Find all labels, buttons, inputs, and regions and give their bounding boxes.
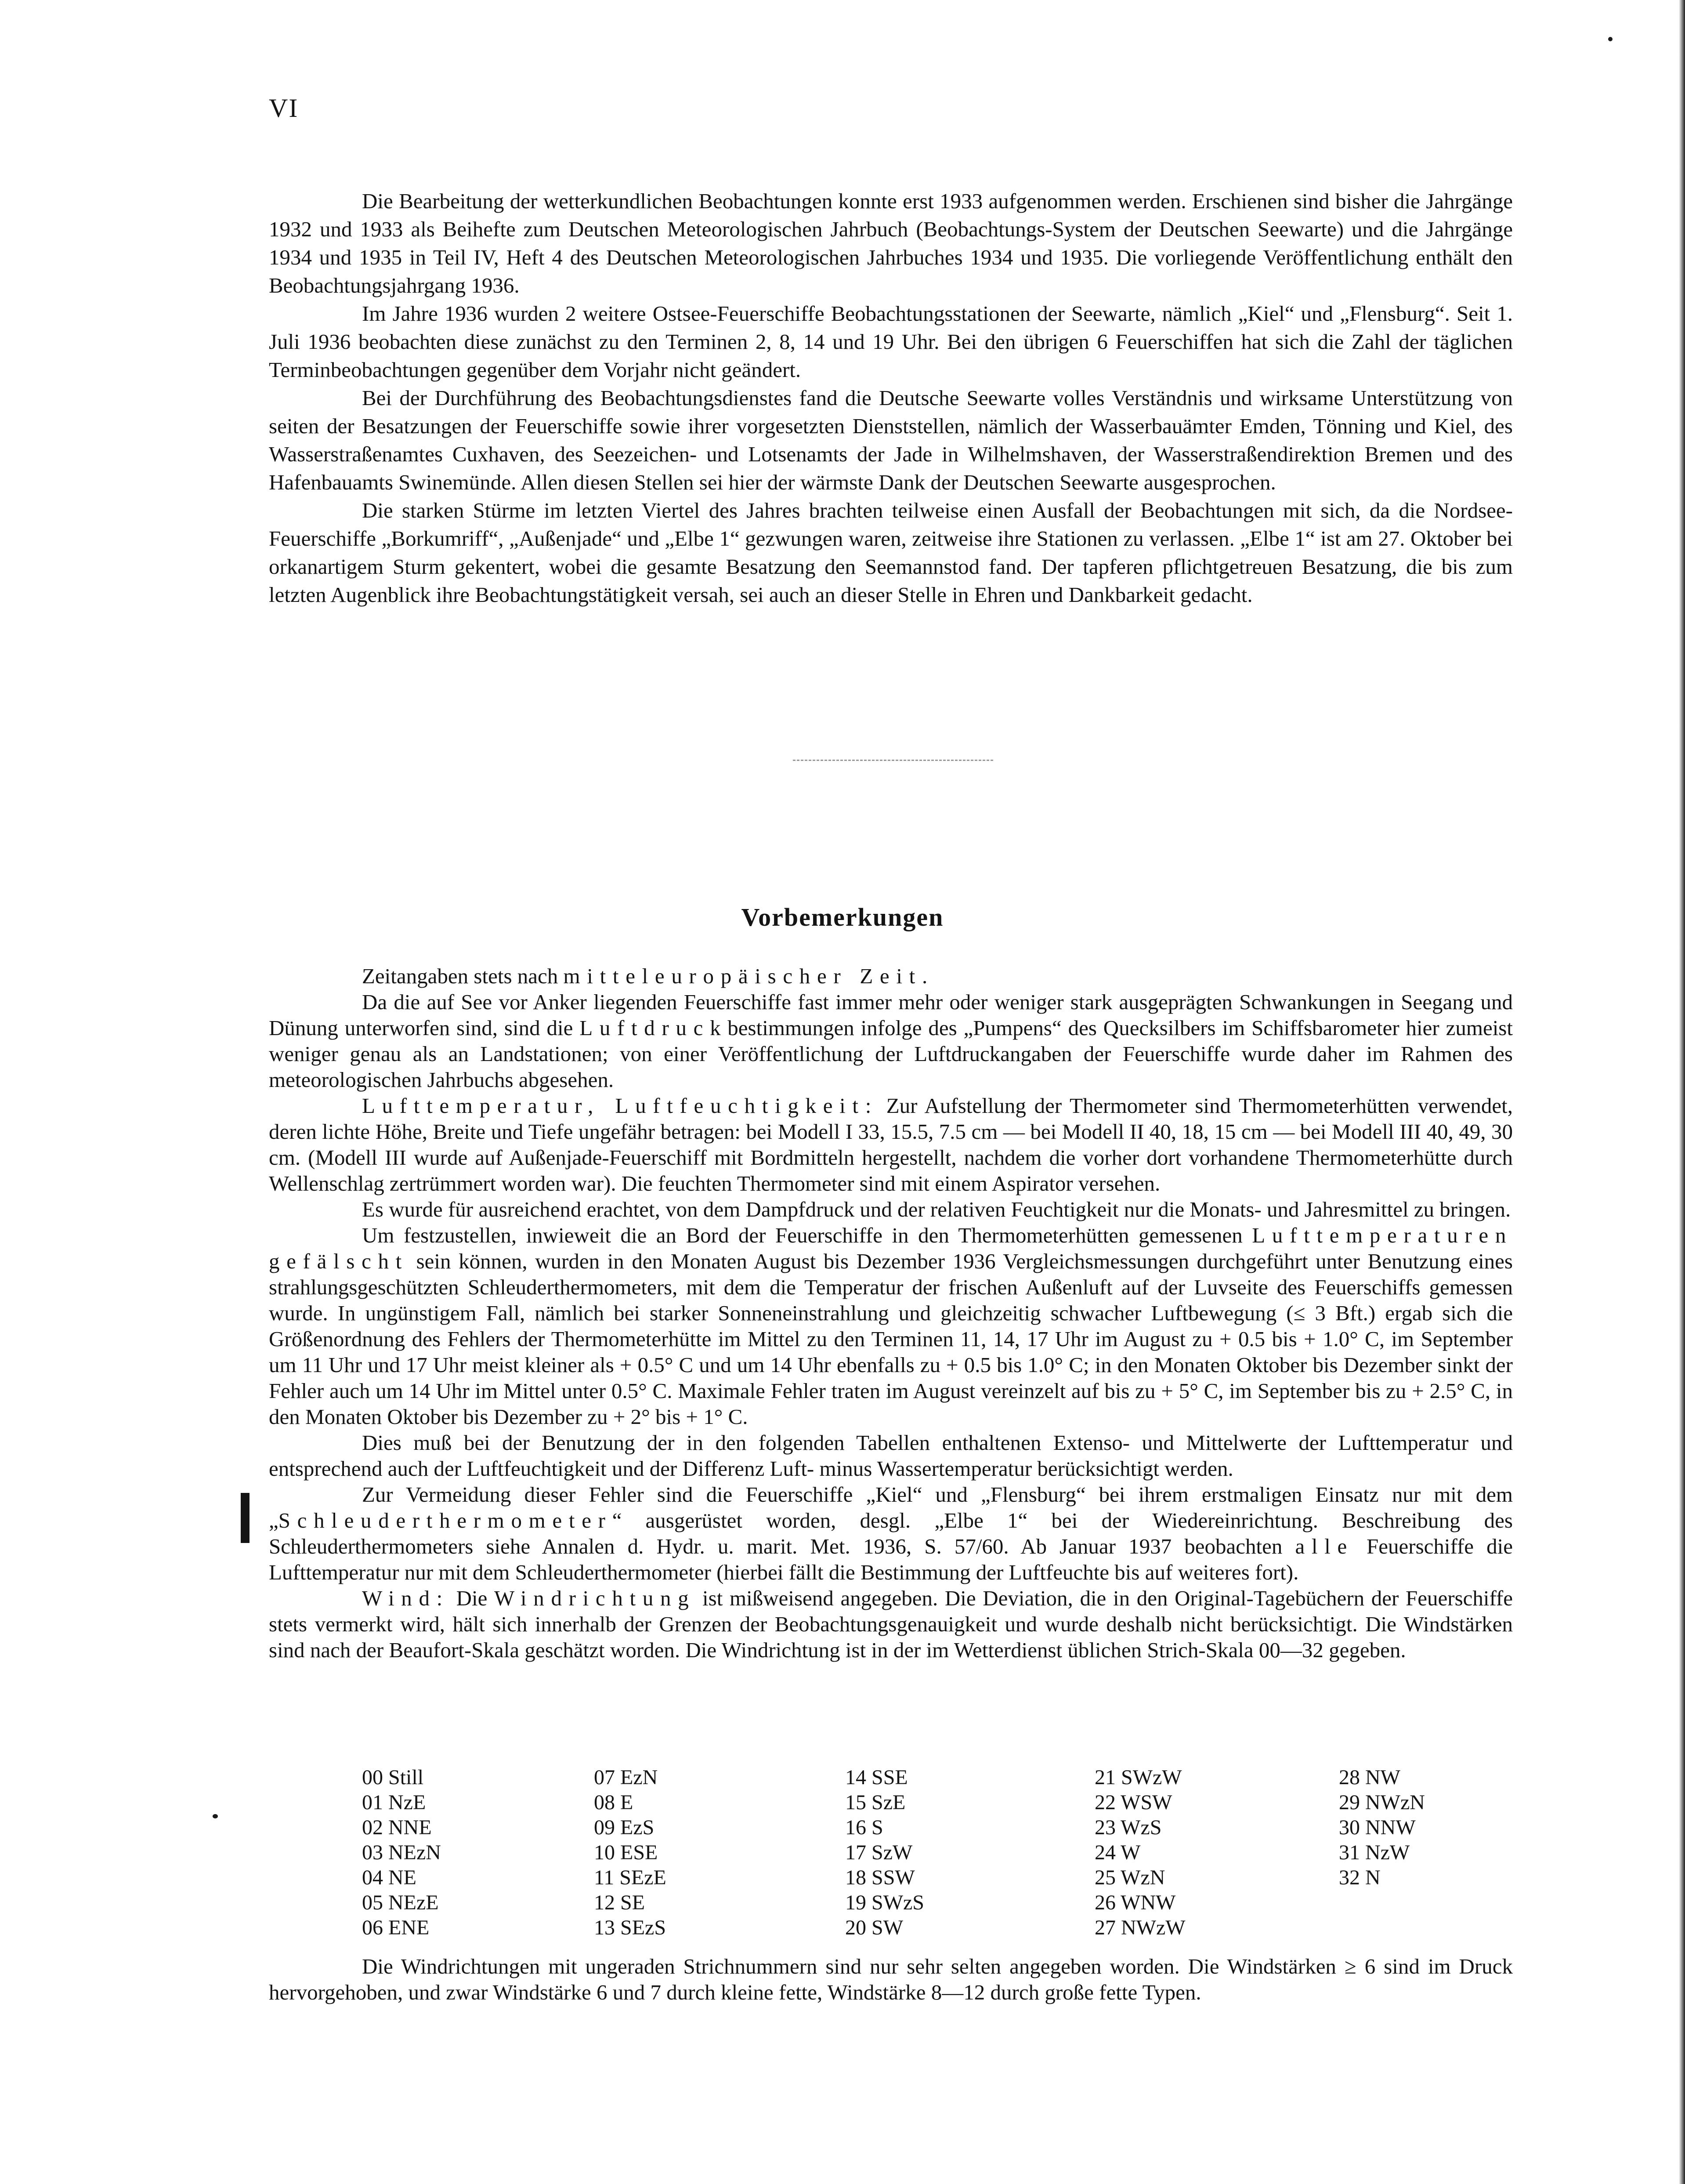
wind-entry: 03 NEzN <box>362 1841 441 1864</box>
wind-entry: 26 WNW <box>1095 1891 1176 1914</box>
wind-entry: 30 NNW <box>1339 1816 1416 1839</box>
intro-paragraph: Bei der Durchführung des Beobachtungsdienstes fand die Deutsche Seewarte volles Verständnis und wirksame Unterstützung von seiten der Besatzungen der Feuerschiffe sowie ihrer vorgesetzten Dienststellen, nämlich der Wasserbauämter Emden, Tönning und Kiel, des Wasserstraßenamtes Cuxhaven, des Seezeichen- und Lotsenamts der Jade in Wilhelmshaven, der Wasserstraßendirektion Bremen und des Hafenbauamts Swinemünde. Allen diesen Stellen sei hier der wärmste Dank der Deutschen Seewarte ausgesprochen. <box>269 386 1513 494</box>
temperature-emphasis: Lufttemperatur, Luftfeuchtigkeit: <box>362 1094 879 1118</box>
section-divider <box>793 760 993 761</box>
wind-column <box>362 1765 441 1940</box>
wind-entry: 15 SzE <box>845 1791 906 1814</box>
wind-entry: 14 SSE <box>845 1766 908 1789</box>
wind-entry: 16 S <box>845 1816 883 1839</box>
wind-column <box>845 1765 924 1940</box>
wind-entry: 07 EzN <box>594 1766 658 1789</box>
scan-speck <box>1608 37 1613 41</box>
pressure-text: Da die auf See vor Anker liegenden Feuerschiffe fast immer mehr oder weniger stark ausgeprägten Schwankungen in Seegang und Dünung unterworfen sind, sind die <box>269 990 1513 1040</box>
time-emphasis: mitteleuropäischer Zeit. <box>563 964 934 988</box>
wind-entry: 12 SE <box>594 1891 645 1914</box>
sling-paragraph <box>269 1481 1513 1585</box>
wind-entry: 24 W <box>1095 1841 1141 1864</box>
wind-emphasis: Windrichtung <box>494 1586 696 1610</box>
pressure-emphasis: Luftdruck <box>579 1016 728 1040</box>
wind-column <box>1339 1765 1425 1890</box>
intro-section <box>269 187 1513 609</box>
temperature-text: Zur Aufstellung der Thermometer sind Thermometerhütten verwendet, deren lichte Höhe, Breite und Tiefe ungefähr betragen: bei Modell I 33, 15.5, 7.5 cm — bei Modell II 40, 18, 15 cm — bei Modell III 40, 49, 30 cm. (Modell III wurde auf Außenjade-Feuerschiff mit Bordmitteln hergestellt, nachdem die vorher dort vorhandene Thermometerhütte durch Wellenschlag zertrümmert worden war). Die feuchten Thermometer sind mit einem Aspirator versehen. <box>269 1094 1513 1195</box>
closing-paragraph: Die Windrichtungen mit ungeraden Strichnummern sind nur sehr selten angegeben worden. Die Windstärken ≥ 6 sind im Druck hervorgehoben, und zwar Windstärke 6 und 7 durch kleine fette, Windstärke 8—12 durch große fette Typen. <box>269 1954 1513 2004</box>
sling-text: Zur Vermeidung dieser Fehler sind die Feuerschiffe „Kiel“ und „Flensburg“ bei ihrem erstmaligen Einsatz nur mit dem „ <box>269 1482 1513 1532</box>
wind-entry: 25 WzN <box>1095 1866 1165 1889</box>
wind-entry: 19 SWzS <box>845 1891 924 1914</box>
wind-entry: 28 NW <box>1339 1766 1400 1789</box>
wind-entry: 31 NzW <box>1339 1841 1410 1864</box>
comparison-paragraph <box>269 1222 1513 1430</box>
wind-entry: 29 NWzN <box>1339 1791 1425 1814</box>
time-text: Zeitangaben stets nach <box>362 964 564 988</box>
wind-entry: 27 NWzW <box>1095 1916 1186 1939</box>
comparison-text: sein können, wurden in den Monaten August bis Dezember 1936 Vergleichsmessungen durchgeführt unter Benutzung eines strahlungsgeschützten Schleuderthermometers, mit dem die Temperatur der frischen Außenluft auf der Luvseite des Feuerschiffs gemessen wurde. In ungünstigem Fall, nämlich bei starker Sonneneinstrahlung und gleichzeitig schwacher Luftbewegung (≤ 3 Bft.) ergab sich die Größenordnung des Fehlers der Thermometerhütte im Mittel zu den Terminen 11, 14, 17 Uhr im August zu + 0.5 bis + 1.0° C, im September um 11 Uhr und 17 Uhr meist kleiner als + 0.5° C und um 14 Uhr ebenfalls zu + 0.5 bis 1.0° C; in den Monaten Oktober bis Dezember sinkt der Fehler auch um 14 Uhr im Mittel unter 0.5° C. Maximale Fehler traten im August vereinzelt auf bis zu + 5° C, im September bis zu + 2.5° C, in den Monaten Oktober bis Dezember zu + 2° bis + 1° C. <box>269 1249 1513 1429</box>
wind-entry: 05 NEzE <box>362 1891 439 1914</box>
intro-paragraph: Die starken Stürme im letzten Viertel des Jahres brachten teilweise einen Ausfall der Beobachtungen mit sich, da die Nordsee-Feuerschiffe „Borkumriff“, „Außenjade“ und „Elbe 1“ gezwungen waren, zeitweise ihre Stationen zu verlassen. „Elbe 1“ ist am 27. Oktober bei orkanartigem Sturm gekentert, wobei die gesamte Besatzung den Seemannstod fand. Der tapferen pflichtgetreuen Besatzung, die bis zum letzten Augenblick ihre Beobachtungstätigkeit versah, sei auch an dieser Stelle in Ehren und Dankbarkeit gedacht. <box>269 498 1513 607</box>
wind-paragraph <box>269 1585 1513 1663</box>
page-edge-shadow <box>1679 0 1685 2184</box>
page-number: VI <box>269 94 299 123</box>
remarks-section <box>269 963 1513 1663</box>
comparison-emphasis: Lufttemperaturen gefälscht <box>269 1223 1513 1273</box>
usage-paragraph: Dies muß bei der Benutzung der in den folgenden Tabellen enthaltenen Extenso- und Mittelwerte der Lufttemperatur und entsprechend auch der Luftfeuchtigkeit und der Differenz Luft- minus Wassertemperatur berücksichtigt werden. <box>269 1431 1513 1481</box>
closing-section <box>269 1953 1513 2005</box>
sling-emphasis: Schleuderthermometer <box>278 1508 612 1532</box>
intro-paragraph: Die Bearbeitung der wetterkundlichen Beobachtungen konnte erst 1933 aufgenommen werden. Erschienen sind bisher die Jahrgänge 1932 und 1933 als Beihefte zum Deutschen Meteorologischen Jahrbuch (Beobachtungs-System der Deutschen Seewarte) und die Jahrgänge 1934 und 1935 in Teil IV, Heft 4 des Deutschen Meteorologischen Jahrbuches 1934 und 1935. Die vorliegende Veröffentlichung enthält den Beobachtungsjahrgang 1936. <box>269 189 1513 297</box>
section-heading: Vorbemerkungen <box>741 903 944 931</box>
wind-entry: 21 SWzW <box>1095 1766 1182 1789</box>
wind-entry: 06 ENE <box>362 1916 430 1939</box>
wind-text: ist mißweisend angegeben. Die Deviation, die in den Original-Tagebüchern der Feuerschiffe stets vermerkt wird, hält sich innerhalb der Grenzen der Beobachtungsgenauigkeit und wurde deshalb nicht berücksichtigt. Die Windstärken sind nach der Beaufort-Skala geschätzt worden. Die Windrichtung ist in der im Wetterdienst üblichen Strich-Skala 00—32 gegeben. <box>269 1586 1513 1662</box>
sling-text: “ ausgerüstet worden, desgl. „Elbe 1“ bei der Wiedereinrichtung. Beschreibung des Schleuderthermometers siehe Annalen d. Hydr. u. marit. Met. 1936, S. 57/60. Ab Januar 1937 beobachten <box>269 1508 1513 1558</box>
comparison-text: Um festzustellen, inwieweit die an Bord der Feuerschiffe in den Thermometerhütten gemessenen <box>362 1223 1252 1247</box>
pressure-text: bestimmungen infolge des „Pumpens“ des Quecksilbers im Schiffsbarometer hier zumeist weniger genau als an Landstationen; von einer Veröffentlichung der Luftdruckangaben der Feuerschiffe wurde daher im Rahmen des meteorologischen Jahrbuchs abgesehen. <box>269 1016 1513 1092</box>
wind-entry: 11 SEzE <box>594 1866 666 1889</box>
wind-entry: 09 EzS <box>594 1816 654 1839</box>
wind-text: Die <box>449 1586 495 1610</box>
time-paragraph <box>269 963 1513 989</box>
wind-entry: 22 WSW <box>1095 1791 1172 1814</box>
wind-entry: 00 Still <box>362 1766 424 1789</box>
intro-paragraph: Im Jahre 1936 wurden 2 weitere Ostsee-Feuerschiffe Beobachtungsstationen der Seewarte, nämlich „Kiel“ und „Flensburg“. Seit 1. Juli 1936 beobachten diese zunächst zu den Terminen 2, 8, 14 und 19 Uhr. Bei den übrigen 6 Feuerschiffen hat sich die Zahl der täglichen Terminbeobachtungen gegenüber dem Vorjahr nicht geändert. <box>269 301 1513 382</box>
wind-entry: 17 SzW <box>845 1841 913 1864</box>
wind-entry: 04 NE <box>362 1866 416 1889</box>
wind-entry: 20 SW <box>845 1916 903 1939</box>
wind-entry: 23 WzS <box>1095 1816 1162 1839</box>
wind-entry: 32 N <box>1339 1866 1381 1889</box>
wind-entry: 13 SEzS <box>594 1916 666 1939</box>
margin-change-bar <box>241 1493 249 1543</box>
wind-column <box>594 1765 666 1940</box>
wind-entry: 10 ESE <box>594 1841 658 1864</box>
sling-emphasis: alle <box>1295 1534 1354 1558</box>
wind-entry: 18 SSW <box>845 1866 915 1889</box>
wind-emphasis: Wind: <box>362 1586 449 1610</box>
sling-text: Feuerschiffe die Lufttemperatur nur mit dem Schleuderthermometer (hierbei fällt die Bestimmung der Luftfeuchte bis auf weiteres fort). <box>269 1534 1513 1584</box>
wind-entry: 02 NNE <box>362 1816 432 1839</box>
humidity-paragraph: Es wurde für ausreichend erachtet, von dem Dampfdruck und der relativen Feuchtigkeit nur die Monats- und Jahresmittel zu bringen. <box>362 1197 1511 1221</box>
wind-entry: 08 E <box>594 1791 633 1814</box>
wind-entry: 01 NzE <box>362 1791 426 1814</box>
wind-column <box>1095 1765 1186 1940</box>
scan-speck <box>213 1814 218 1818</box>
temperature-paragraph <box>269 1093 1513 1196</box>
pressure-paragraph <box>269 989 1513 1093</box>
